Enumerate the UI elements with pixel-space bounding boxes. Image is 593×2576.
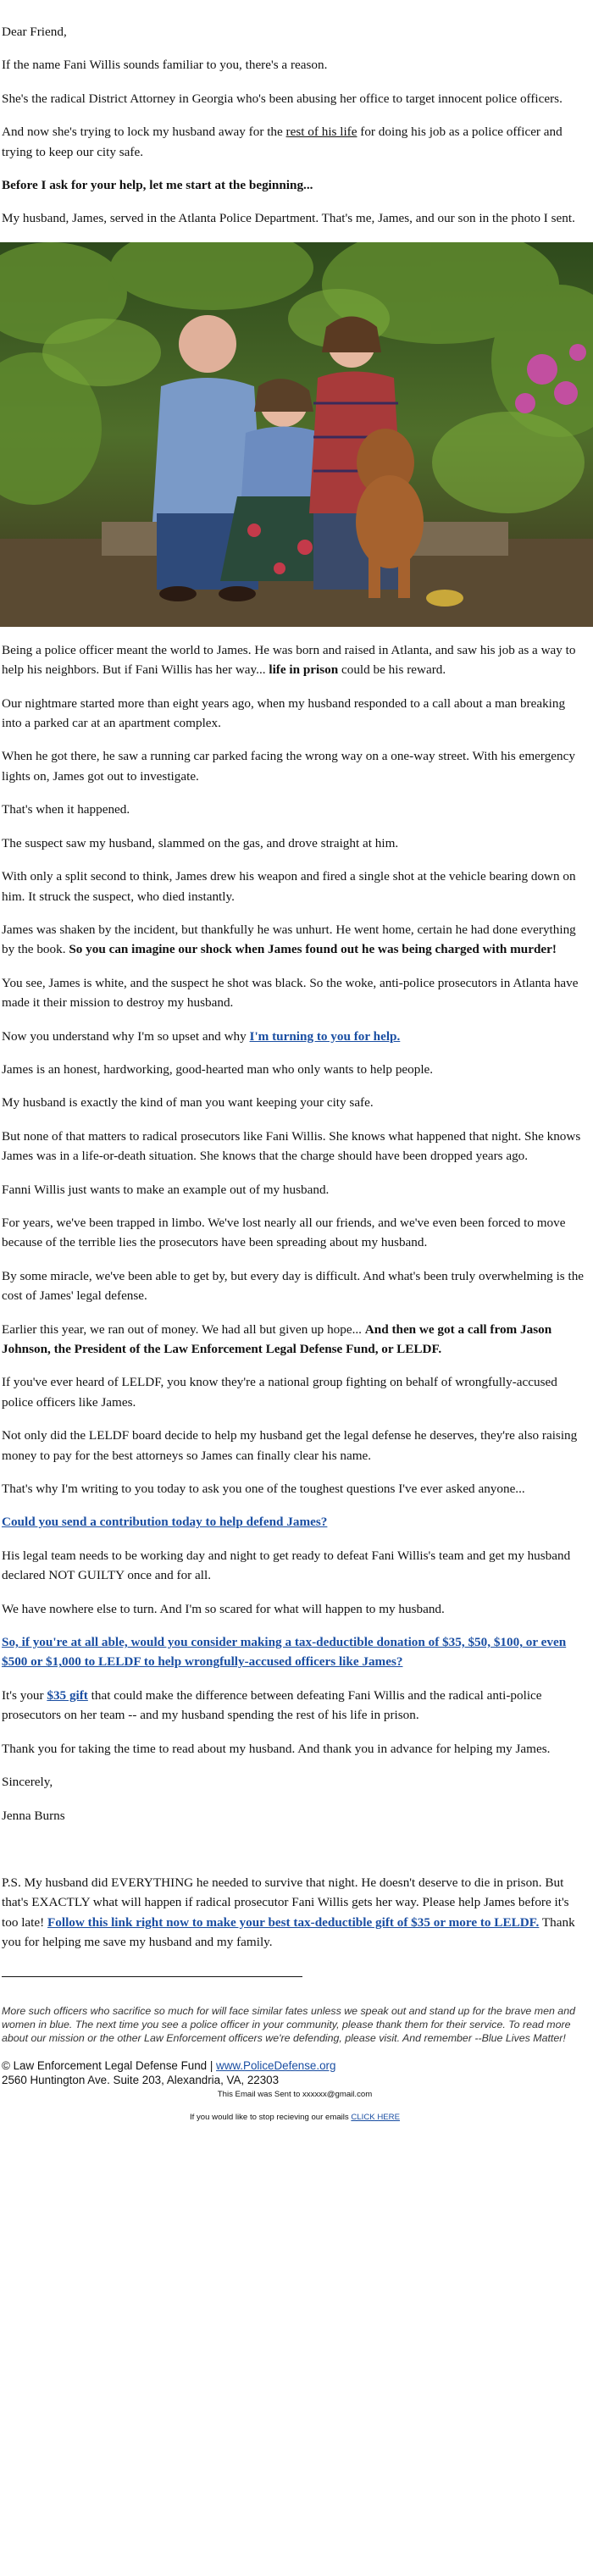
paragraph-26: His legal team needs to be working day and night to get ready to defeat Fani Willis's team and get my husband declared NOT GUILTY once and for all. — [2, 1548, 571, 1583]
unsubscribe-link[interactable]: CLICK HERE — [351, 2113, 400, 2123]
best-gift-link[interactable]: Follow this link right now to make your best tax-deductible gift of $35 or more to LELDF. — [47, 1914, 540, 1930]
paragraph-11: With only a split second to think, James drew his weapon and fired a single shot at the vehicle bearing down on him. It struck the suspect, who died instantly. — [2, 869, 576, 904]
leldf-call-emphasis: And then we got a call from Jason Johnson, the President of the Law Enforcement Legal Defense Fund, or LELDF. — [2, 1321, 552, 1356]
postscript — [2, 1873, 588, 1953]
footer-unsubscribe — [2, 2112, 588, 2123]
paragraph-25 — [2, 1512, 588, 1532]
footer-sent-to: This Email was Sent to xxxxxx@gmail.com — [217, 2090, 373, 2100]
paragraph-7: Our nightmare started more than eight years ago, when my husband responded to a call about a man breaking into a parked car at an apartment complex. — [2, 695, 566, 731]
paragraph-4 — [2, 175, 588, 195]
life-in-prison-emphasis: life in prison — [269, 662, 339, 678]
send-contribution-link[interactable]: Could you send a contribution today to help defend James? — [2, 1515, 328, 1530]
family-photo — [0, 242, 593, 627]
donation-amounts-link[interactable]: So, if you're at all able, would you consider making a tax-deductible donation of $35, $50, $100, or even $500 or $1,000 to LELDF to help wrongfully-accused officers like James? — [2, 1635, 567, 1670]
letter-content — [2, 22, 588, 2123]
footer-address: 2560 Huntington Ave. Suite 203, Alexandria, VA, 22303 — [2, 2074, 280, 2087]
closing: Sincerely, — [2, 1775, 53, 1790]
paragraph-19: For years, we've been trapped in limbo. We've lost nearly all our friends, and we've even been forced to move because of the terrible lies the prosecutors have been spreading about my husband. — [2, 1215, 566, 1250]
paragraph-21 — [2, 1320, 588, 1360]
paragraph-10: The suspect saw my husband, slammed on the gas, and drove straight at him. — [2, 835, 399, 850]
family-photo-illustration — [0, 242, 593, 627]
greeting: Dear Friend, — [2, 25, 67, 39]
paragraph-5: My husband, James, served in the Atlanta Police Department. That's me, James, and our son in the photo I sent. — [2, 211, 575, 226]
paragraph-14-text-a: Now you understand why I'm so upset and why — [2, 1028, 250, 1044]
postscript-text-a: P.S. My husband did EVERYTHING he needed to survive that night. He doesn't deserve to die in prison. But that's EXACTLY what will happen if radical prosecutor Fani Willis gets her way. Please help James before it's too late! — [2, 1875, 569, 1930]
paragraph-16: My husband is exactly the kind of man you want keeping your city safe. — [2, 1095, 374, 1111]
paragraph-27: We have nowhere else to turn. And I'm so scared for what will happen to my husband. — [2, 1601, 445, 1616]
paragraph-24: That's why I'm writing to you today to ask you one of the toughest questions I've ever asked anyone... — [2, 1482, 525, 1497]
footer-mission-text: More such officers who sacrifice so much for will face similar fates unless we speak out and stand up for the brave men and women in blue. The next time you see a police officer in your community, please thank them for their service. To read more about our mission or the other Law Enforcement officers we're defending, please visit. And remember --Blue Lives Matter! — [2, 2004, 575, 2044]
paragraph-6 — [2, 640, 588, 680]
paragraph-3 — [2, 122, 588, 162]
paragraph-17: But none of that matters to radical prosecutors like Fani Willis. She knows what happened that night. She knows James was in a life-or-death situation. She knows that the charge should have been dropped years ago. — [2, 1128, 581, 1164]
postscript-text-b: Thank you for helping me save my husband and my family. — [2, 1914, 575, 1950]
paragraph-3-text-b: for doing his job as a police officer and trying to keep our city safe. — [2, 125, 563, 159]
paragraph-22: If you've ever heard of LELDF, you know they're a national group fighting on behalf of wrongfully-accused police officers like James. — [2, 1375, 557, 1410]
paragraph-8: When he got there, he saw a running car parked facing the wrong way on a one-way street. With his emergency lights on, James got out to investigate. — [2, 749, 575, 784]
paragraph-30: Thank you for taking the time to read about my husband. And thank you in advance for helping my James. — [2, 1741, 551, 1756]
murder-charge-emphasis: So you can imagine our shock when James found out he was being charged with murder! — [69, 942, 557, 957]
website-link[interactable]: www.PoliceDefense.org — [216, 2059, 336, 2073]
paragraph-2: She's the radical District Attorney in Georgia who's been abusing her office to target innocent police officers. — [2, 91, 563, 106]
paragraph-12-text-a: James was shaken by the incident, but thankfully he was unhurt. He went home, certain he had done everything by the book. — [2, 922, 576, 957]
paragraph-28 — [2, 1632, 588, 1672]
paragraph-3-text-a: And now she's trying to lock my husband away for the — [2, 125, 286, 140]
paragraph-15: James is an honest, hardworking, good-hearted man who only wants to help people. — [2, 1061, 434, 1077]
paragraph-14 — [2, 1027, 588, 1046]
turning-to-you-link[interactable]: I'm turning to you for help. — [249, 1028, 401, 1044]
beginning-heading: Before I ask for your help, let me start at the beginning... — [2, 178, 313, 193]
rest-of-his-life-link[interactable]: rest of his life — [285, 125, 357, 140]
paragraph-6-text-c: could be his reward. — [338, 662, 446, 678]
paragraph-21-text-a: Earlier this year, we ran out of money. We had all but given up hope... — [2, 1321, 365, 1337]
paragraph-29 — [2, 1686, 588, 1726]
unsubscribe-text: If you would like to stop recieving our emails — [190, 2113, 352, 2123]
footer-org — [2, 2058, 588, 2087]
paragraph-1: If the name Fani Willis sounds familiar to you, there's a reason. — [2, 58, 328, 73]
paragraph-23: Not only did the LELDF board decide to help my husband get the legal defense he deserves, they're also raising money to pay for the best attorneys so James can finally clear his name. — [2, 1428, 578, 1463]
paragraph-6-text-a: Being a police officer meant the world to James. He was born and raised in Atlanta, and saw his job as a way to help his neighbors. But if Fani Willis has her way... — [2, 642, 576, 678]
paragraph-29-text-a: It's your — [2, 1687, 47, 1703]
divider — [2, 1976, 302, 1977]
paragraph-18: Fanni Willis just wants to make an example out of my husband. — [2, 1182, 330, 1197]
footer-org-line — [2, 2058, 588, 2073]
paragraph-20: By some miracle, we've been able to get by, but every day is difficult. And what's been truly overwhelming is the cost of James' legal defense. — [2, 1268, 585, 1304]
footer-copyright: © Law Enforcement Legal Defense Fund | — [2, 2059, 217, 2073]
paragraph-9: That's when it happened. — [2, 802, 130, 817]
paragraph-12 — [2, 920, 588, 960]
signature: Jenna Burns — [2, 1808, 65, 1823]
paragraph-13: You see, James is white, and the suspect he shot was black. So the woke, anti-police prosecutors in Atlanta have made it their mission to destroy my husband. — [2, 975, 579, 1011]
paragraph-29-text-b: that could make the difference between defeating Fani Willis and the radical anti-police prosecutors on her team -- and my husband spending the rest of his life in prison. — [2, 1687, 542, 1723]
35-gift-link[interactable]: $35 gift — [47, 1687, 88, 1703]
